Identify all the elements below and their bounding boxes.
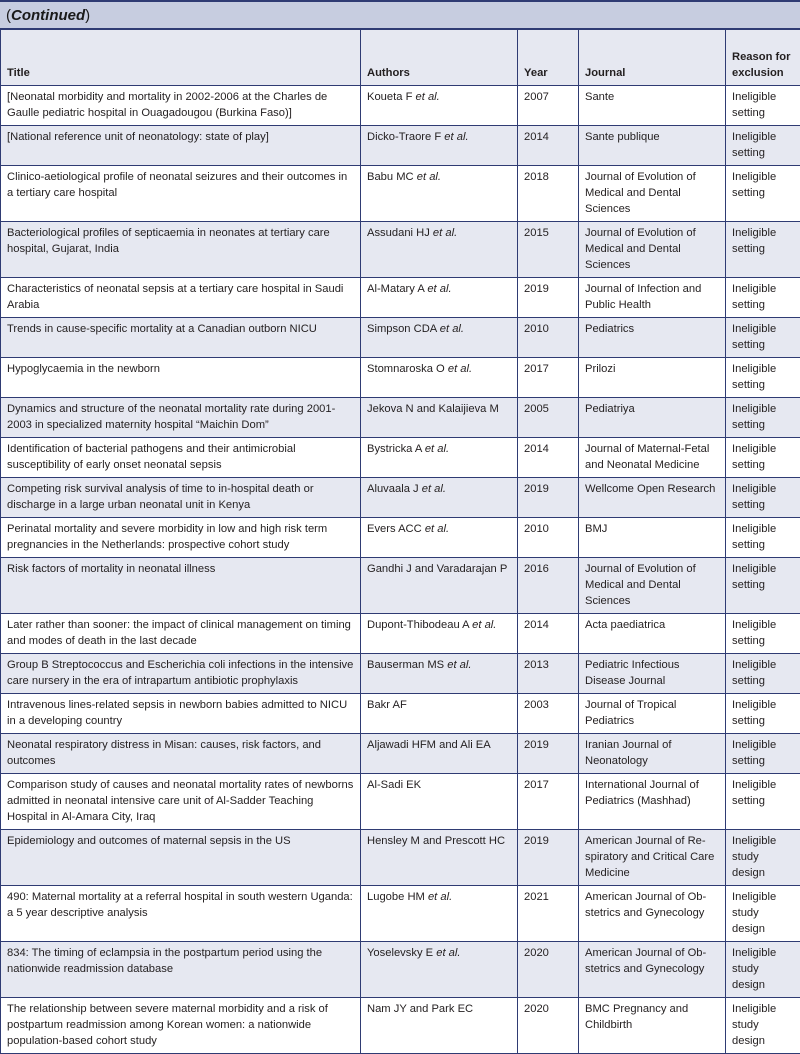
cell-year: 2007 [518,86,579,126]
cell-journal: Iranian Journal of Neonatology [579,734,726,774]
table-row [1,358,800,398]
cell-authors [361,166,518,222]
cell-journal: American Journal of Re-spiratory and Critical Care Medicine [579,830,726,886]
cell-title: 490: Maternal mortality at a referral hospital in south western Uganda: a 5 year descriptive analysis [1,886,361,942]
cell-year: 2014 [518,126,579,166]
author-name: Gandhi J and Varadarajan P [367,563,507,575]
table-row [1,886,800,942]
author-et-al: et al. [416,91,440,103]
author-name: Bauserman MS [367,659,444,671]
cell-authors [361,774,518,830]
table-row [1,734,800,774]
cell-journal: Journal of Maternal-Fetal and Neonatal Medicine [579,438,726,478]
cell-title: Risk factors of mortality in neonatal illness [1,558,361,614]
cell-reason: Ineligible setting [726,438,800,478]
cell-journal: Acta paediatrica [579,614,726,654]
cell-title: [Neonatal morbidity and mortality in 2002-2006 at the Charles de Gaulle pediatric hospital in Ouagadougou (Burkina Faso)] [1,86,361,126]
author-et-al: et al. [422,483,446,495]
cell-journal: Journal of Evolution of Medical and Dental Sciences [579,222,726,278]
author-et-al: et al. [472,619,496,631]
author-name: Jekova N and Kalaijieva M [367,403,499,415]
cell-journal: Sante [579,86,726,126]
cell-reason: Ineligible setting [726,126,800,166]
header-authors: Authors [361,30,518,86]
cell-year: 2014 [518,614,579,654]
cell-reason: Ineligible setting [726,518,800,558]
cell-authors [361,614,518,654]
cell-title: Intravenous lines-related sepsis in newborn babies admitted to NICU in a developing country [1,694,361,734]
banner-close-paren: ) [85,7,90,24]
cell-reason: Ineligible setting [726,654,800,694]
cell-title: Bacteriological profiles of septicaemia in neonates at tertiary care hospital, Gujarat, India [1,222,361,278]
cell-year: 2015 [518,222,579,278]
author-et-al: et al. [427,283,451,295]
continued-banner [0,0,800,30]
table-row [1,830,800,886]
author-et-al: et al. [448,363,472,375]
author-name: Dicko-Traore F [367,131,441,143]
author-et-al: et al. [417,171,441,183]
author-name: Lugobe HM [367,891,425,903]
cell-title: Dynamics and structure of the neonatal mortality rate during 2001-2003 in specialized maternity hospital “Maichin Dom” [1,398,361,438]
author-et-al: et al. [425,523,449,535]
header-reason: Reason for exclusion [726,30,800,86]
table-row [1,222,800,278]
cell-year: 2017 [518,358,579,398]
cell-reason: Ineligible setting [726,358,800,398]
cell-reason: Ineligible study design [726,886,800,942]
cell-title: Neonatal respiratory distress in Misan: causes, risk factors, and outcomes [1,734,361,774]
cell-authors [361,278,518,318]
cell-year: 2005 [518,398,579,438]
cell-title: Trends in cause-specific mortality at a Canadian outborn NICU [1,318,361,358]
cell-reason: Ineligible setting [726,694,800,734]
cell-year: 2021 [518,886,579,942]
author-et-al: et al. [440,323,464,335]
cell-reason: Ineligible setting [726,222,800,278]
header-title: Title [1,30,361,86]
cell-reason: Ineligible setting [726,558,800,614]
cell-year: 2019 [518,478,579,518]
cell-year: 2010 [518,518,579,558]
author-name: Simpson CDA [367,323,437,335]
author-name: Al-Sadi EK [367,779,421,791]
cell-title: [National reference unit of neonatology: state of play] [1,126,361,166]
cell-authors [361,126,518,166]
cell-title: Later rather than sooner: the impact of clinical management on timing and modes of death in the last decade [1,614,361,654]
table-row [1,998,800,1054]
banner-open-paren: ( [6,7,11,24]
cell-reason: Ineligible setting [726,614,800,654]
author-name: Stomnaroska O [367,363,445,375]
table-row [1,126,800,166]
cell-year: 2003 [518,694,579,734]
table-row [1,438,800,478]
exclusion-table [0,30,800,1054]
cell-title: Competing risk survival analysis of time to in-hospital death or discharge in a large urban neonatal unit in Kenya [1,478,361,518]
cell-authors [361,438,518,478]
cell-authors [361,358,518,398]
author-name: Koueta F [367,91,412,103]
cell-year: 2020 [518,942,579,998]
cell-authors [361,694,518,734]
header-year: Year [518,30,579,86]
cell-authors [361,830,518,886]
cell-authors [361,654,518,694]
author-name: Evers ACC [367,523,422,535]
cell-reason: Ineligible setting [726,478,800,518]
author-name: Aluvaala J [367,483,419,495]
cell-reason: Ineligible study design [726,830,800,886]
banner-continued-text: Continued [11,7,85,24]
cell-journal: Prilozi [579,358,726,398]
table-row [1,654,800,694]
cell-year: 2019 [518,830,579,886]
cell-journal: Journal of Evolution of Medical and Dental Sciences [579,558,726,614]
cell-title: Group B Streptococcus and Escherichia coli infections in the intensive care nursery in the era of intrapartum antibiotic prophylaxis [1,654,361,694]
cell-year: 2014 [518,438,579,478]
cell-year: 2018 [518,166,579,222]
table-row [1,278,800,318]
cell-title: 834: The timing of eclampsia in the postpartum period using the nationwide readmission database [1,942,361,998]
cell-year: 2017 [518,774,579,830]
cell-reason: Ineligible setting [726,734,800,774]
cell-title: The relationship between severe maternal morbidity and a risk of postpartum readmission among Korean women: a nationwide population-based cohort study [1,998,361,1054]
cell-reason: Ineligible setting [726,278,800,318]
cell-title: Characteristics of neonatal sepsis at a tertiary care hospital in Saudi Arabia [1,278,361,318]
cell-authors [361,942,518,998]
cell-year: 2013 [518,654,579,694]
table-header-row [1,30,800,86]
cell-authors [361,734,518,774]
cell-journal: BMJ [579,518,726,558]
cell-reason: Ineligible setting [726,166,800,222]
author-name: Bakr AF [367,699,407,711]
cell-journal: International Journal of Pediatrics (Mashhad) [579,774,726,830]
cell-reason: Ineligible setting [726,318,800,358]
author-name: Hensley M and Prescott HC [367,835,505,847]
cell-title: Perinatal mortality and severe morbidity in low and high risk term pregnancies in the Netherlands: prospective cohort study [1,518,361,558]
cell-authors [361,398,518,438]
cell-year: 2019 [518,734,579,774]
cell-journal: Journal of Infection and Public Health [579,278,726,318]
author-name: Aljawadi HFM and Ali EA [367,739,491,751]
cell-title: Epidemiology and outcomes of maternal sepsis in the US [1,830,361,886]
table-row [1,478,800,518]
author-name: Bystricka A [367,443,422,455]
author-et-al: et al. [436,947,460,959]
table-row [1,558,800,614]
cell-journal: BMC Pregnancy and Childbirth [579,998,726,1054]
cell-journal: American Journal of Ob-stetrics and Gynecology [579,942,726,998]
cell-authors [361,222,518,278]
cell-authors [361,886,518,942]
cell-authors [361,318,518,358]
author-name: Assudani HJ [367,227,430,239]
author-name: Nam JY and Park EC [367,1003,473,1015]
cell-journal: Pediatriya [579,398,726,438]
cell-journal: Journal of Tropical Pediatrics [579,694,726,734]
cell-reason: Ineligible setting [726,398,800,438]
cell-authors [361,478,518,518]
author-et-al: et al. [428,891,452,903]
cell-title: Clinico-aetiological profile of neonatal seizures and their outcomes in a tertiary care hospital [1,166,361,222]
cell-journal: American Journal of Ob-stetrics and Gynecology [579,886,726,942]
cell-journal: Wellcome Open Research [579,478,726,518]
cell-authors [361,86,518,126]
cell-authors [361,998,518,1054]
header-journal: Journal [579,30,726,86]
cell-year: 2010 [518,318,579,358]
author-et-al: et al. [447,659,471,671]
cell-year: 2020 [518,998,579,1054]
cell-title: Identification of bacterial pathogens and their antimicrobial susceptibility of early onset neonatal sepsis [1,438,361,478]
cell-journal: Sante publique [579,126,726,166]
table-row [1,86,800,126]
table-row [1,318,800,358]
author-et-al: et al. [433,227,457,239]
author-et-al: et al. [444,131,468,143]
table-row [1,518,800,558]
author-name: Babu MC [367,171,414,183]
table-row [1,166,800,222]
cell-year: 2019 [518,278,579,318]
cell-journal: Journal of Evolution of Medical and Dental Sciences [579,166,726,222]
table-row [1,942,800,998]
cell-year: 2016 [518,558,579,614]
table-row [1,774,800,830]
table-row [1,614,800,654]
cell-authors [361,558,518,614]
cell-journal: Pediatric Infectious Disease Journal [579,654,726,694]
author-name: Dupont-Thibodeau A [367,619,469,631]
table-row [1,694,800,734]
table-row [1,398,800,438]
author-name: Yoselevsky E [367,947,433,959]
cell-title: Hypoglycaemia in the newborn [1,358,361,398]
cell-reason: Ineligible study design [726,998,800,1054]
cell-reason: Ineligible study design [726,942,800,998]
cell-journal: Pediatrics [579,318,726,358]
table-body [1,86,800,1054]
cell-authors [361,518,518,558]
cell-reason: Ineligible setting [726,774,800,830]
cell-reason: Ineligible setting [726,86,800,126]
author-name: Al-Matary A [367,283,424,295]
cell-title: Comparison study of causes and neonatal mortality rates of newborns admitted in neonatal intensive care unit of Al-Sadder Teaching Hospital in Al-Amara City, Iraq [1,774,361,830]
author-et-al: et al. [425,443,449,455]
